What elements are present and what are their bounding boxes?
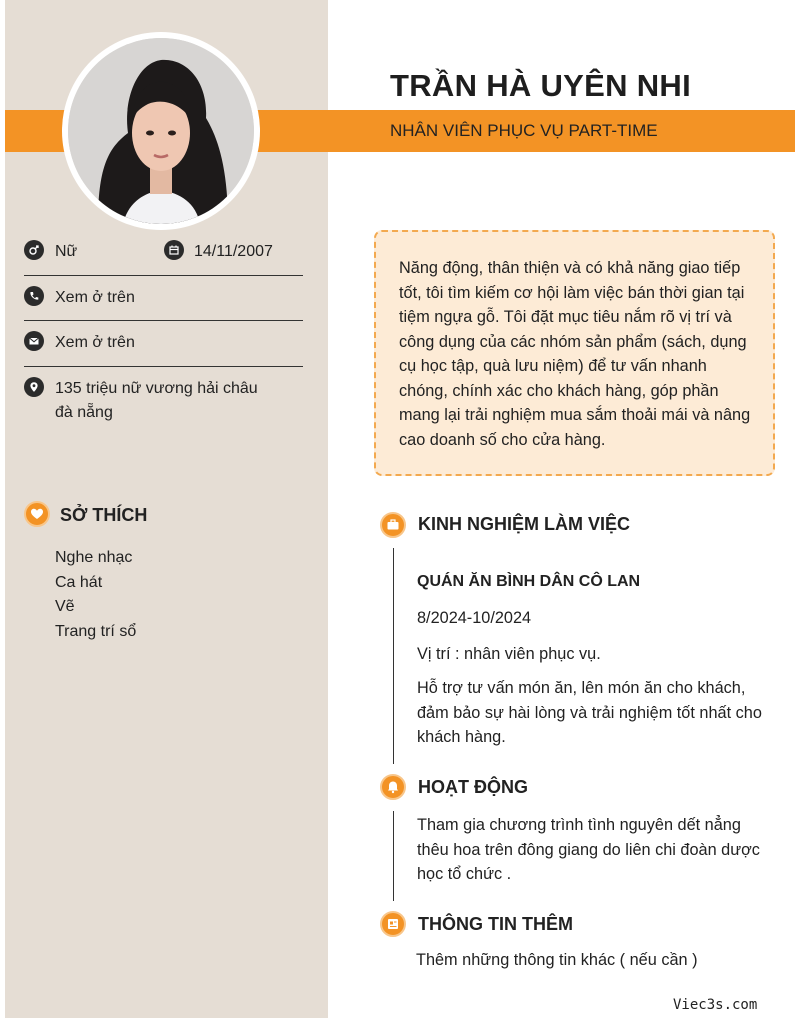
gender-birthdate-row	[24, 240, 304, 264]
divider	[24, 320, 303, 321]
footer-brand[interactable]: Viec3s.com	[673, 997, 758, 1013]
more-info-description: Thêm những thông tin khác ( nếu cần )	[416, 951, 698, 969]
candidate-name: TRẦN HÀ UYÊN NHI	[390, 68, 692, 103]
briefcase-icon	[380, 512, 406, 538]
work-description: Hỗ trợ tư vấn món ăn, lên món ăn cho khách, đảm bảo sự hài lòng và trải nghiệm tốt nhất cho khách hàng.	[417, 679, 762, 746]
phone-value: Xem ở trên	[55, 289, 135, 306]
company-name: QUÁN ĂN BÌNH DÂN CÔ LAN	[417, 573, 641, 590]
birthdate-value: 14/11/2007	[194, 243, 273, 260]
phone-row	[24, 286, 304, 310]
email-value: Xem ở trên	[55, 334, 135, 351]
more-info-heading: THÔNG TIN THÊM	[418, 914, 573, 934]
bell-icon	[380, 774, 406, 800]
calendar-icon	[164, 240, 184, 260]
address-line-1: 135 triệu nữ vương hải châu	[55, 380, 258, 397]
hobbies-heading: SỞ THÍCH	[60, 505, 148, 525]
heart-icon	[24, 501, 50, 527]
portrait-image	[68, 38, 254, 224]
hobby-item: Nghe nhạc	[55, 549, 133, 566]
location-pin-icon	[24, 377, 44, 397]
career-objective-text: Năng động, thân thiện và có khả năng giao tiếp tốt, tôi tìm kiếm cơ hội làm việc bán thời gian tại tiệm ngựa gỗ. Tôi đặt mục tiêu nắm rõ vị trí và công dụng của các nhóm sản phẩm (sách, dụng cụ học tập, quà lưu niệm) để tư vấn nhanh chóng, chính xác cho khách hàng, góp phần mang lại trải nghiệm mua sắm thoải mái và nâng cao doanh số cho cửa hàng.	[399, 259, 751, 449]
address-line-2: đà nẵng	[55, 404, 113, 421]
experience-heading: KINH NGHIỆM LÀM VIỆC	[418, 514, 631, 534]
email-row	[24, 331, 304, 355]
timeline-line	[393, 548, 394, 764]
hobby-item: Trang trí sổ	[55, 622, 137, 640]
work-position: Vị trí : nhân viên phục vụ.	[417, 645, 601, 663]
hobbies-list	[55, 546, 136, 644]
career-objective-box	[374, 230, 775, 476]
gender-value: Nữ	[55, 243, 78, 260]
address-row	[24, 377, 304, 427]
phone-icon	[24, 286, 44, 306]
work-period: 8/2024-10/2024	[417, 609, 532, 627]
activities-heading: HOẠT ĐỘNG	[418, 777, 528, 797]
activities-description: Tham gia chương trình tình nguyên dết nẳng thêu hoa trên đông giang do liên chi đoàn dược học tổ chức .	[417, 816, 760, 883]
divider	[24, 275, 303, 276]
divider	[24, 366, 303, 367]
info-card-icon	[380, 911, 406, 937]
hobby-item: Vẽ	[55, 598, 75, 615]
envelope-icon	[24, 331, 44, 351]
timeline-line	[393, 811, 394, 901]
job-title: NHÂN VIÊN PHỤC VỤ PART-TIME	[390, 121, 658, 140]
avatar	[68, 38, 254, 224]
hobby-item: Ca hát	[55, 573, 103, 591]
gender-icon	[24, 240, 44, 260]
